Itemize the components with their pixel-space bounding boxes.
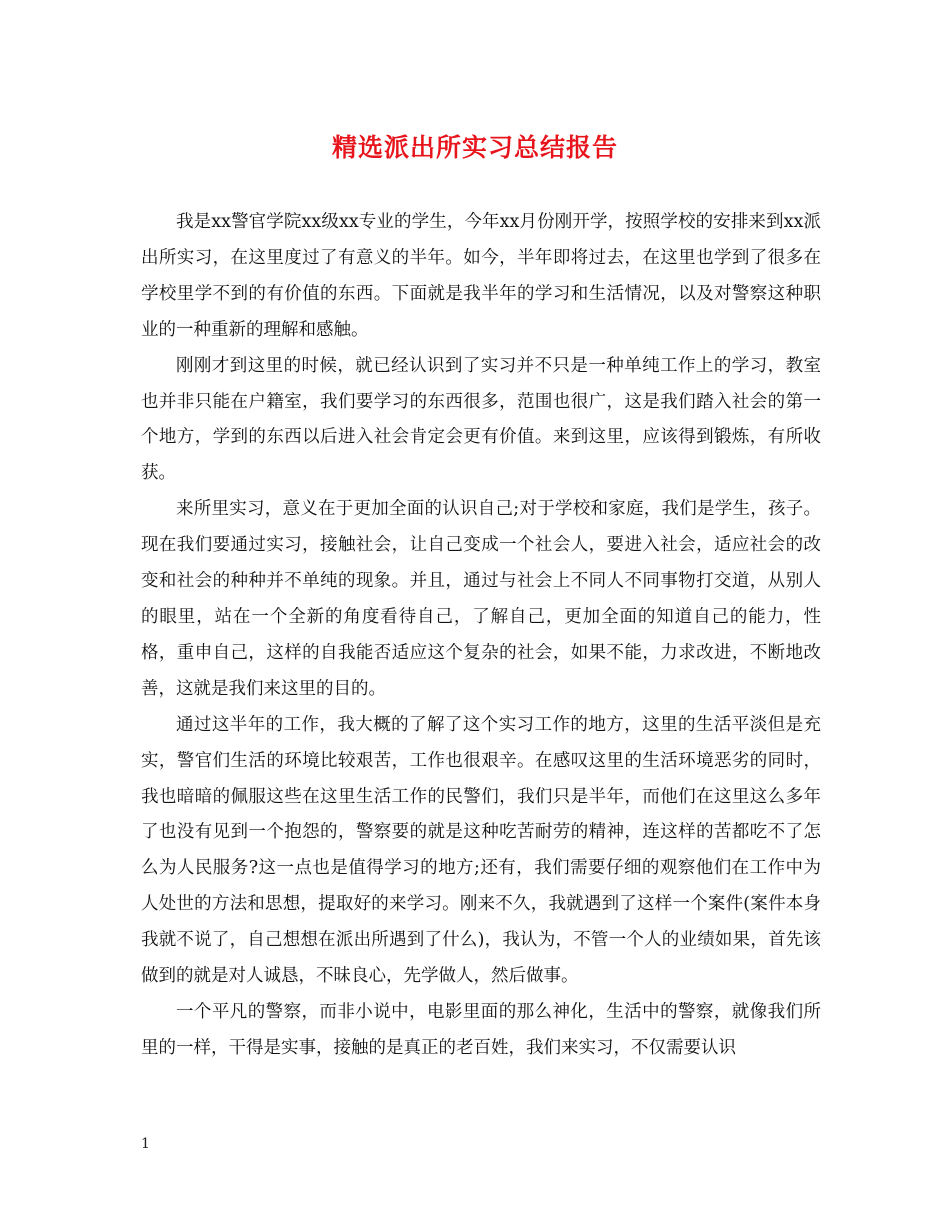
paragraph-3: 来所里实习，意义在于更加全面的认识自己;对于学校和家庭，我们是学生，孩子。现在我们要通过实习，接触社会，让自己变成一个社会人，要进入社会，适应社会的改变和社会的种种并不单纯的现象。并且，通过与社会上不同人不同事物打交道，从别人的眼里，站在一个全新的角度看待自己，了解自己，更加全面的知道自己的能力，性格，重申自己，这样的自我能否适应这个复杂的社会，如果不能，力求改进，不断地改善，这就是我们来这里的目的。: [141, 499, 821, 699]
paragraph-4: 通过这半年的工作，我大概的了解了这个实习工作的地方，这里的生活平淡但是充实，警官们生活的环境比较艰苦，工作也很艰辛。在感叹这里的生活环境恶劣的同时，我也暗暗的佩服这些在这里生活工作的民警们，我们只是半年，而他们在这里这么多年了也没有见到一个抱怨的，警察要的就是这种吃苦耐劳的精神，连这样的苦都吃不了怎么为人民服务?这一点也是值得学习的地方;还有，我们需要仔细的观察他们在工作中为人处世的方法和思想，提取好的来学习。刚来不久，我就遇到了这样一个案件(案件本身我就不说了，自己想想在派出所遇到了什么)，我认为，不管一个人的业绩如果，首先该做到的就是对人诚恳，不昧良心，先学做人，然后做事。: [141, 714, 821, 987]
page-title: 精选派出所实习总结报告: [331, 133, 618, 162]
page-number: 1: [141, 1136, 150, 1152]
document-body: [141, 205, 821, 1067]
paragraph-2: 刚刚才到这里的时候，就已经认识到了实习并不只是一种单纯工作上的学习，教室也并非只能在户籍室，我们要学习的东西很多，范围也很广，这是我们踏入社会的第一个地方，学到的东西以后进入社会肯定会更有价值。来到这里，应该得到锻炼，有所收获。: [141, 355, 821, 484]
paragraph-5: 一个平凡的警察，而非小说中，电影里面的那么神化，生活中的警察，就像我们所里的一样，干得是实事，接触的是真正的老百姓，我们来实习，不仅需要认识: [141, 1001, 821, 1058]
paragraph-1: 我是xx警官学院xx级xx专业的学生，今年xx月份刚开学，按照学校的安排来到xx派出所实习，在这里度过了有意义的半年。如今，半年即将过去，在这里也学到了很多在学校里学不到的有价值的东西。下面就是我半年的学习和生活情况，以及对警察这种职业的一种重新的理解和感触。: [141, 212, 821, 340]
